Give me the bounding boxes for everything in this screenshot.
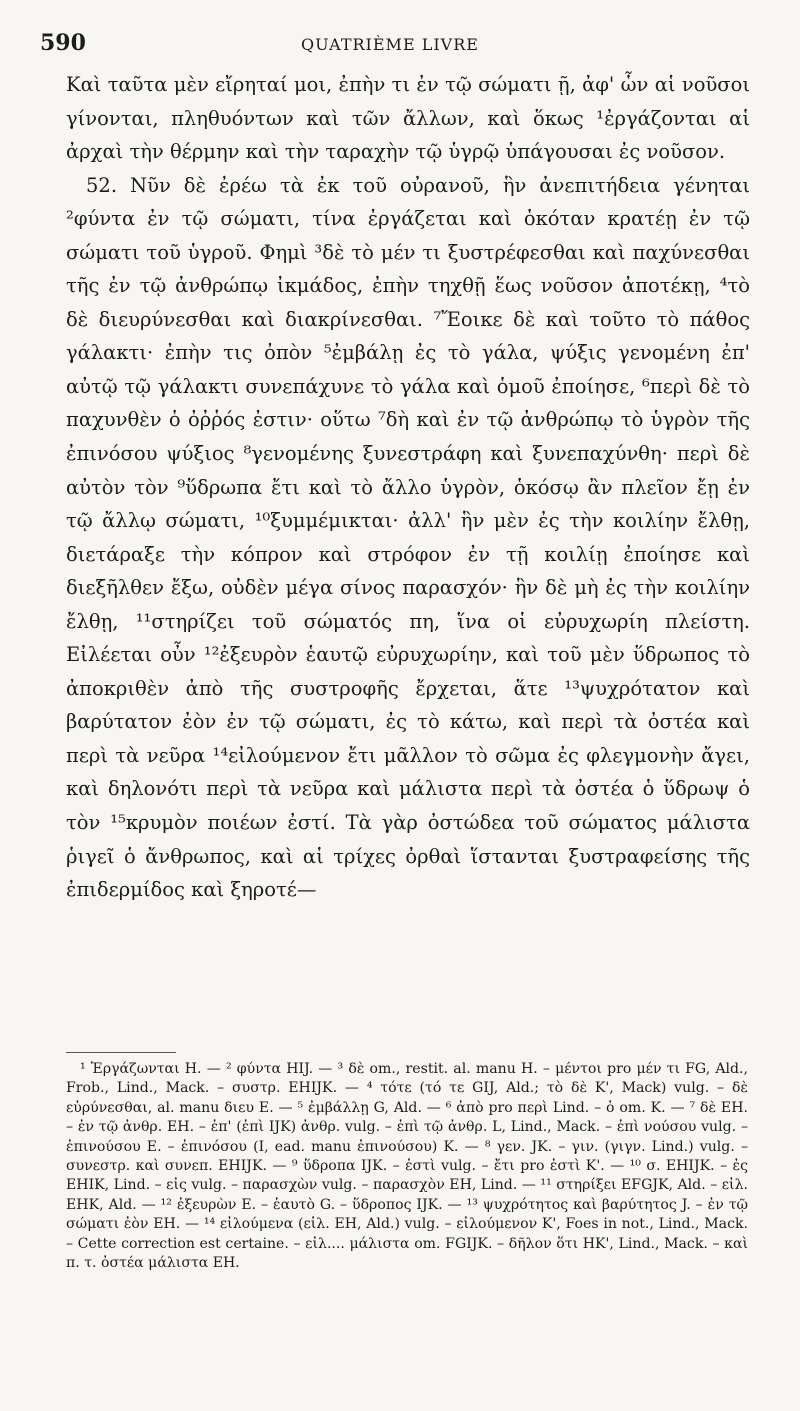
footnotes [66,1060,748,1273]
running-title: QUATRIÈME LIVRE [301,35,479,54]
paragraph-52-text: Νῦν δὲ ἐρέω τὰ ἐκ τοῦ οὐρανοῦ, ἣν ἀνεπιτήδεια γένηται ²φύντα ἐν τῷ σώματι, τίνα ἐργάζεται καὶ ὁκόταν κρατέῃ ἐν τῷ σώματι τοῦ ὑγροῦ. Φημὶ ³δὲ τὸ μέν τι ξυστρέφεσθαι καὶ παχύνεσθαι τῆς ἐν τῷ ἀνθρώπῳ ἰκμάδος, ἐπὴν τηχθῇ ἕως νοῦσον ἀποτέκῃ, ⁴τὸ δὲ διευρύνεσθαι καὶ διακρίνεσθαι. ⁷Ἔοικε δὲ καὶ τοῦτο τὸ πάθος γάλακτι· ἐπὴν τις ὀπὸν ⁵ἐμβάλῃ ἐς τὸ γάλα, ψύξις γενομένη ἐπ' αὐτῷ τῷ γάλακτι συνεπάχυνε τὸ γάλα καὶ ὁμοῦ ἐποίησε, ⁶περὶ δὲ τὸ παχυνθὲν ὁ ὀῤῥός ἐστιν· οὕτω ⁷δὴ καὶ ἐν τῷ ἀνθρώπῳ τὸ ὑγρὸν τῆς ἐπινόσου ψύξιος ⁸γενομένης ξυνεστράφη καὶ ξυνεπαχύνθη· περὶ δὲ αὐτὸν τὸν ⁹ὕδρωπα ἔτι καὶ τὸ ἄλλο ὑγρὸν, ὁκόσῳ ἂν πλεῖον ἔῃ ἐν τῷ ἄλλῳ σώματι, ¹⁰ξυμμέμικται· ἀλλ' ἣν μὲν ἐς τὴν κοιλίην ἔλθῃ, διετάραξε τὴν κόπρον καὶ στρόφον ἐν τῇ κοιλίῃ ἐποίησε καὶ διεξῆλθεν ἔξω, οὐδὲν μέγα σίνος παρασχόν· ἣν δὲ μὴ ἐς τὴν κοιλίην ἔλθῃ, ¹¹στηρίζει τοῦ σώματός πη, ἵνα οἱ εὐρυχωρίη πλείστη. Εἰλέεται οὖν ¹²ἐξευρὸν ἑαυτῷ εὐρυχωρίην, καὶ τοῦ μὲν ὕδρωπος τὸ ἀποκριθὲν ἀπὸ τῆς συστροφῆς ἔρχεται, ἅτε ¹³ψυχρότατον καὶ βαρύτατον ἐὸν ἐν τῷ σώματι, ἐς τὸ κάτω, καὶ περὶ τὰ ὀστέα καὶ περὶ τὰ νεῦρα ¹⁴εἰλούμενον ἔτι μᾶλλον τὸ σῶμα ἐς φλεγμονὴν ἄγει, καὶ δηλονότι περὶ τὰ νεῦρα καὶ μάλιστα περὶ τὰ ὀστέα ὁ ὕδρωψ ὁ τὸν ¹⁵κρυμὸν ποιέων ἐστί. Τὰ γὰρ ὀστώδεα τοῦ σώματος μάλιστα ῥιγεῖ ὁ ἄνθρωπος, καὶ αἱ τρίχες ὀρθαὶ ἵστανται ξυστραφείσης τῆς ἐπιδερμίδος καὶ ξηροτέ— [66,173,751,902]
paragraph-1: Καὶ ταῦτα μὲν εἴρηταί μοι, ἐπὴν τι ἐν τῷ σώματι ῇ, ἀφ' ὧν αἱ νοῦσοι γίνονται, πληθυόντων καὶ τῶν ἄλλων, καὶ ὅκως ¹ἐργάζονται αἱ ἀρχαὶ τὴν θέρμην καὶ τὴν ταραχὴν τῷ ὑγρῷ ὑπάγουσαι ἐς νοῦσον. [66,73,750,164]
section-number: 52. [86,173,118,197]
main-text [66,68,750,907]
footnote-block: ¹ Ἐργάζωνται H. — ² φύντα HIJ. — ³ δὲ om., restit. al. manu H. – μέντοι pro μέν τι FG, Ald., Frob., Lind., Mack. – συστρ. EHIJK. — ⁴ τότε (τό τε GIJ, Ald.; τὸ δὲ K', Mack) vulg. – δὲ εὐρύνεσθαι, al. manu διευ E. — ⁵ ἐμβάλλῃ G, Ald. — ⁶ ἀπὸ pro περὶ Lind. – ὁ om. K. — ⁷ δὲ EH. – ἐν τῷ ἀνθρ. EH. – ἐπ' (ἐπὶ IJK) ἀνθρ. vulg. – ἐπὶ τῷ ἀνθρ. L, Lind., Mack. – ἐπὶ νούσου vulg. – ἐπινούσου E. – ἐπινόσου (I, ead. manu ἐπινούσου) K. — ⁸ γεν. JK. – γιν. (γιγν. Lind.) vulg. – συνεστρ. καὶ συνεπ. EHIJK. — ⁹ ὕδροπα IJK. – ἐστὶ vulg. – ἔτι pro ἐστὶ K'. — ¹⁰ σ. EHIJK. – ἐς EHIK, Lind. – εἰς vulg. – παρασχὼν vulg. – παρασχὸν EH, Lind. — ¹¹ στηρίξει EFGJK, Ald. – εἰλ. EHK, Ald. — ¹² ἐξευρὼν E. – ἑαυτὸ G. – ὕδροπος IJK. — ¹³ ψυχρότητος καὶ βαρύτητος J. – ἐν τῷ σώματι ἐὸν EH. — ¹⁴ εἰλούμενα (εἰλ. EH, Ald.) vulg. – εἰλούμενον K', Foes in not., Lind., Mack. – Cette correction est certaine. – εἰλ.... μάλιστα om. FGIJK. – δῆλον ὅτι HK', Lind., Mack. – καὶ π. τ. ὀστέα μάλιστα EH. [66,1061,748,1272]
footnote-rule [66,1052,176,1053]
page-number: 590 [40,30,86,56]
running-head [40,30,740,56]
paragraph-52 [66,169,750,907]
